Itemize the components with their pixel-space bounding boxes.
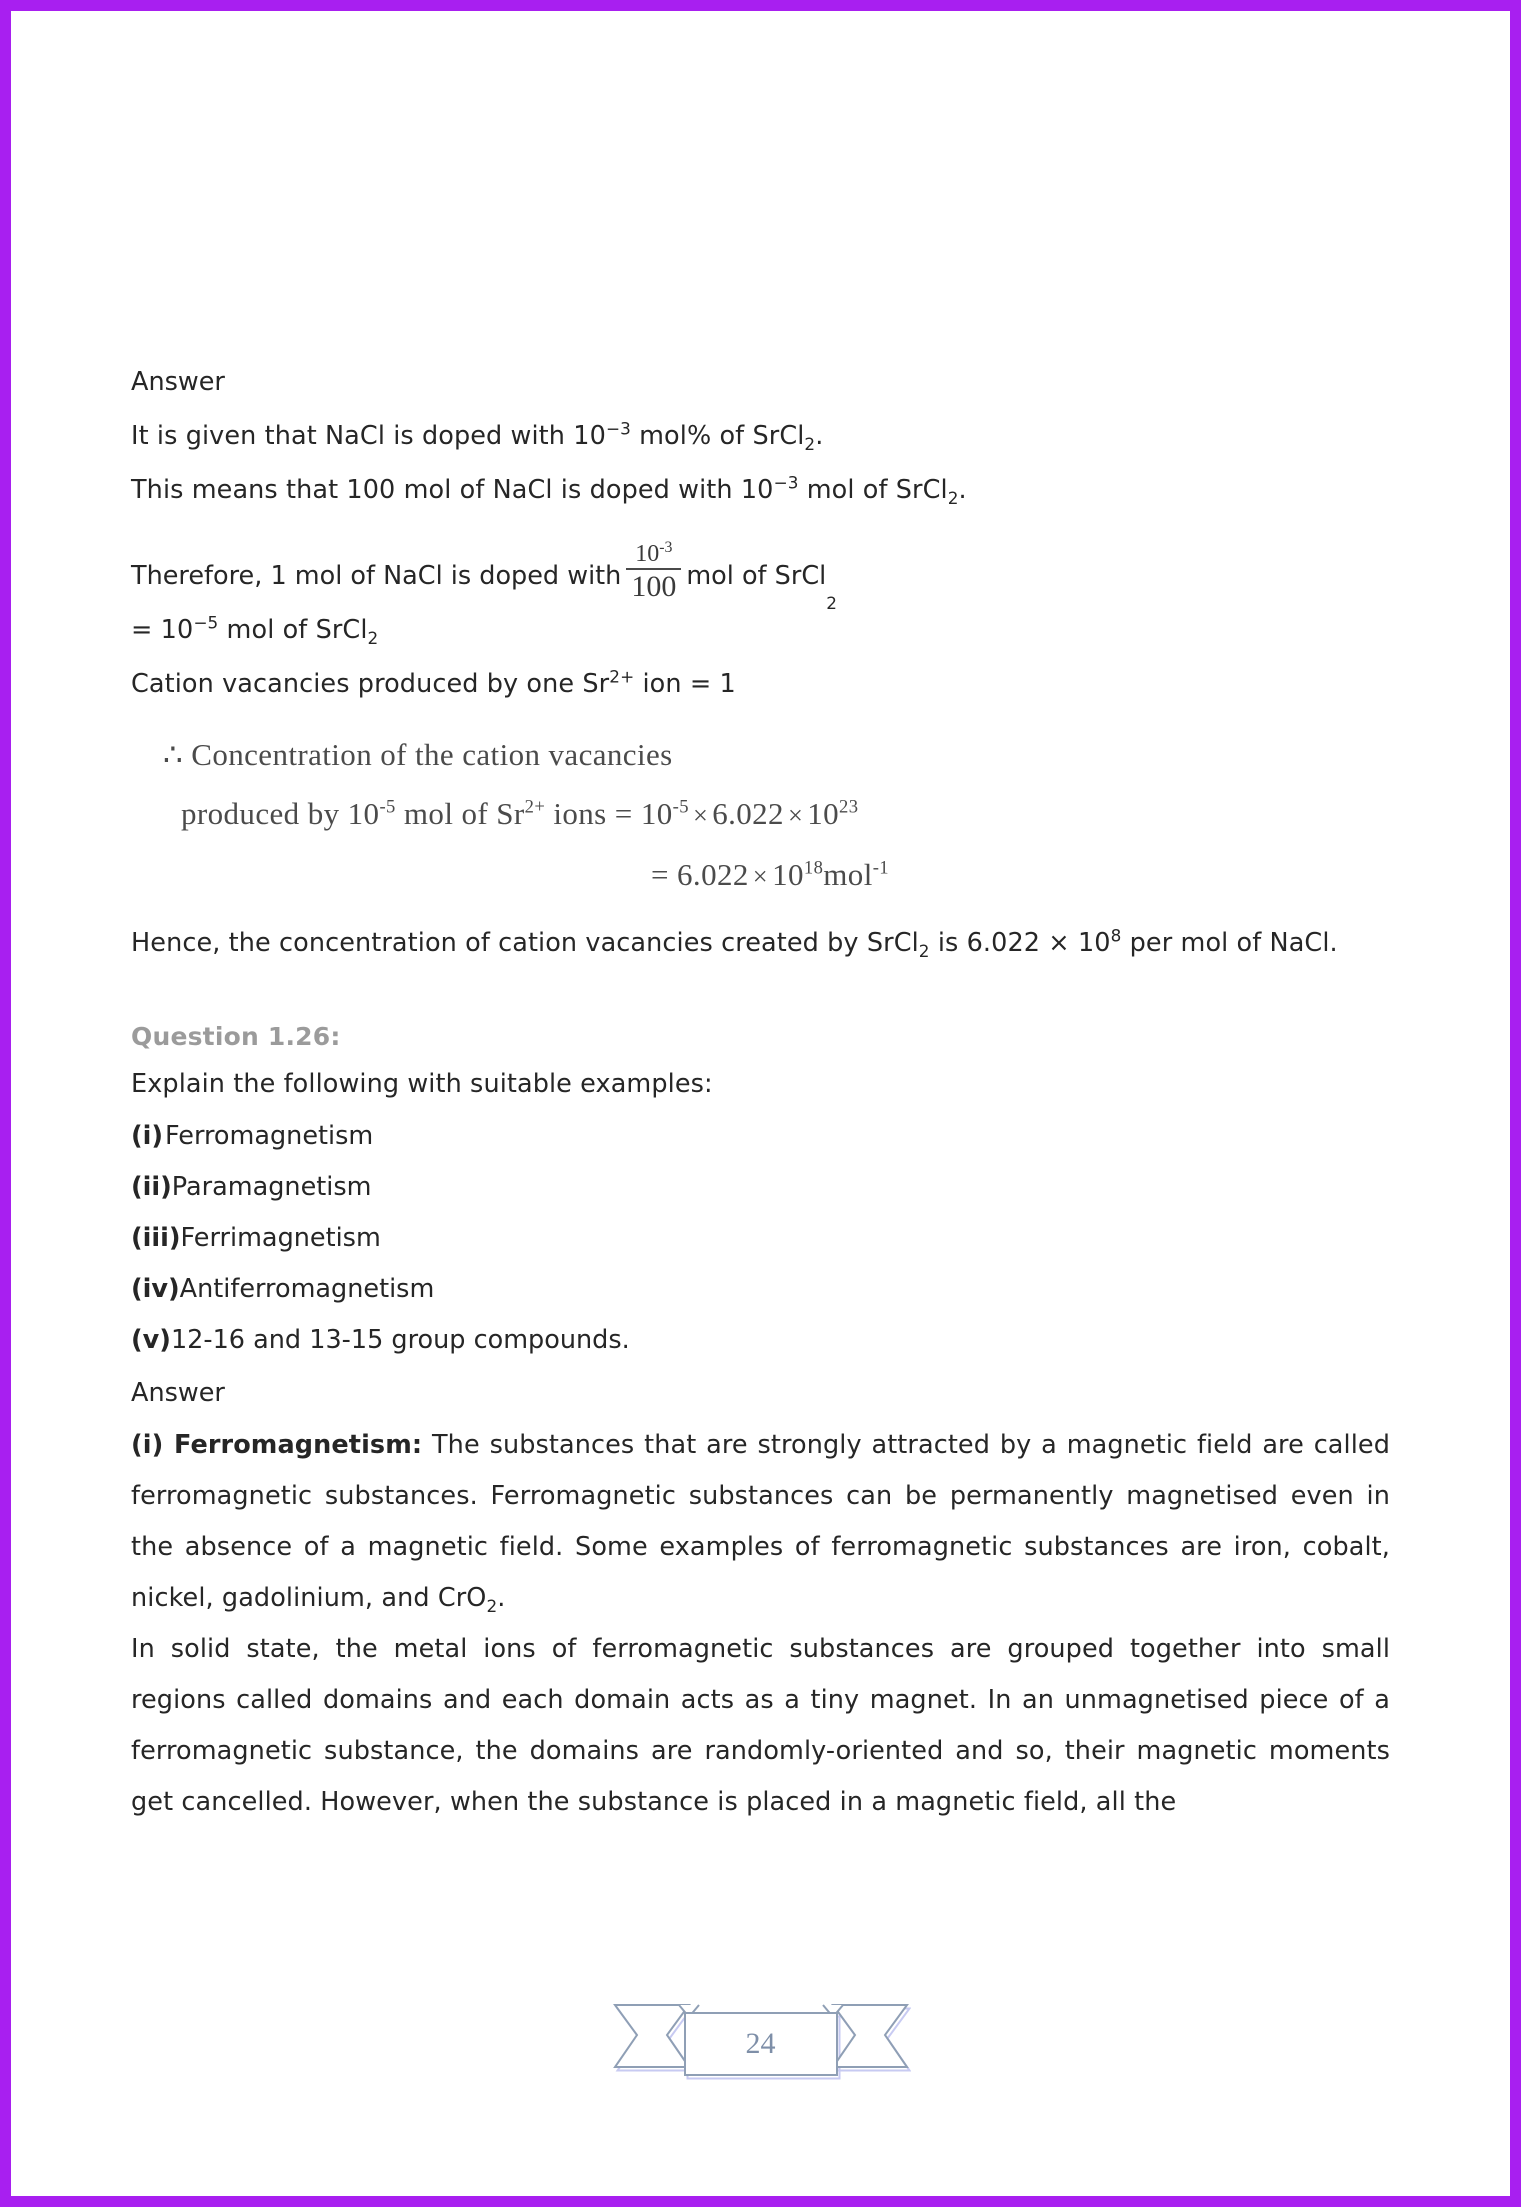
list-item-i-label: Ferromagnetism <box>165 1121 374 1151</box>
math-result-c: mol <box>823 857 873 892</box>
fraction-numerator <box>626 541 681 567</box>
fraction-denominator: 100 <box>631 570 677 603</box>
ferromagnetism-body-b: . <box>497 1583 506 1613</box>
list-item-iv <box>131 1264 1390 1315</box>
answer-line-equals-mid: mol of SrCl <box>218 615 368 645</box>
list-item-iv-mark: (iv) <box>131 1274 180 1304</box>
answer-line-given-sup: −3 <box>605 418 631 439</box>
answer-line-cation-post: ion = 1 <box>634 669 736 699</box>
hence-part-2: is 6.022 × 10 <box>929 928 1111 958</box>
answer-line-equals <box>131 603 1390 657</box>
answer-line-means-mid: mol of SrCl <box>798 475 948 505</box>
math-result-a: = 6.022 <box>651 857 749 892</box>
question-prompt: Explain the following with suitable examples: <box>131 1069 713 1099</box>
math-produced-b-sup: 2+ <box>524 796 546 818</box>
math-row-produced-by <box>131 784 1390 845</box>
hence-part-1: Hence, the concentration of cation vacancies created by SrCl <box>131 928 919 958</box>
answer-line-given-pre: It is given that NaCl is doped with 10 <box>131 421 606 451</box>
math-produced-a-sup: -5 <box>379 796 396 818</box>
math-row-concentration: ∴ Concentration of the cation vacancies <box>163 737 673 772</box>
math-derivation-block <box>131 725 1390 906</box>
math-produced-e-sup: 23 <box>839 796 859 818</box>
list-item-iv-label: Antiferromagnetism <box>179 1274 435 1304</box>
answer-line-means-pre: This means that 100 mol of NaCl is doped with 10 <box>131 475 774 505</box>
math-times-2: × <box>787 801 804 830</box>
list-item-v-label: 12-16 and 13-15 group compounds. <box>170 1325 630 1355</box>
hence-sub-1: 2 <box>918 941 930 962</box>
answer-line-cation-vacancies <box>131 657 1390 711</box>
page-number-ribbon <box>611 1983 911 2093</box>
math-produced-a: produced by 10 <box>181 796 380 831</box>
math-times-1: × <box>692 801 709 830</box>
math-produced-c: ions = 10 <box>545 796 673 831</box>
list-item-ii <box>131 1162 1390 1213</box>
answer-line-means-sup: −3 <box>773 472 799 493</box>
math-produced-d: 6.022 <box>712 796 784 831</box>
answer-line-means-post: . <box>958 475 967 505</box>
list-item-ii-mark: (ii) <box>131 1172 172 1202</box>
answer-label-2: Answer <box>131 1378 225 1408</box>
list-item-iii-label: Ferrimagnetism <box>180 1223 381 1253</box>
answer-line-therefore: Therefore, 1 mol of NaCl is doped with $\frac{10^{-3}}{100}$ mol of SrCl 2 <box>131 539 837 613</box>
answer-line-given-sub: 2 <box>804 434 816 455</box>
hence-part-3: per mol of NaCl. <box>1121 928 1338 958</box>
document-content <box>131 355 1390 1828</box>
ferromagnetism-cro2-sub: 2 <box>486 1596 498 1617</box>
fraction-numerator-exponent: -3 <box>659 539 673 556</box>
list-item-i <box>131 1111 1390 1162</box>
hence-sup-1: 8 <box>1110 925 1122 946</box>
answer-line-given <box>131 409 1390 463</box>
ferromagnetism-body-a: The substances that are strongly attracted by a magnetic field are called ferromagnetic substances. Ferromagnetic substances can be permanently magnetised even in the absence of a magnetic field. Some examples of ferromagnetic substances are iron, cobalt, nickel, gadolinium, and CrO <box>131 1430 1390 1613</box>
question-heading: Question 1.26: <box>131 1022 341 1051</box>
spacer-after-math <box>131 906 1390 918</box>
ferromagnetism-paragraph <box>131 1420 1390 1624</box>
math-result-c-sup: -1 <box>872 857 890 879</box>
hence-paragraph <box>131 918 1390 969</box>
answer-line-means <box>131 463 1390 517</box>
math-row-result <box>131 845 1390 906</box>
math-produced-c-sup: -5 <box>672 796 689 818</box>
math-result-b-sup: 18 <box>803 857 824 879</box>
list-item-ii-label: Paramagnetism <box>171 1172 372 1202</box>
list-item-i-mark: (i) <box>131 1121 164 1151</box>
answer-line-equals-sub: 2 <box>367 628 379 649</box>
answer-line-given-post: . <box>815 421 824 451</box>
page-number-label: 24 <box>745 2027 776 2060</box>
ferromagnetism-lead-mark: (i) Ferromagnetism: <box>131 1430 423 1460</box>
fraction-numerator-base: 10 <box>635 541 660 567</box>
answer-line-means-sub: 2 <box>947 488 959 509</box>
list-item-iii <box>131 1213 1390 1264</box>
list-item-v <box>131 1315 1390 1366</box>
answer-line-cation-pre: Cation vacancies produced by one Sr <box>131 669 610 699</box>
list-item-v-mark: (v) <box>131 1325 171 1355</box>
math-result-b: 10 <box>772 857 804 892</box>
answer-line-equals-pre: = 10 <box>131 615 194 645</box>
math-result-times: × <box>752 862 769 891</box>
math-produced-b: mol of Sr <box>395 796 525 831</box>
answer-line-therefore-pre: Therefore, 1 mol of NaCl is doped with <box>131 561 622 591</box>
list-item-iii-mark: (iii) <box>131 1223 181 1253</box>
math-produced-e: 10 <box>807 796 840 831</box>
answer-line-cation-sup: 2+ <box>609 666 635 687</box>
answer-line-equals-sup: −5 <box>193 612 219 633</box>
fraction-ten-pow-minus-three-over-hundred <box>626 541 681 603</box>
domains-paragraph: In solid state, the metal ions of ferromagnetic substances are grouped together into small regions called domains and each domain acts as a tiny magnet. In an unmagnetised piece of a ferromagnetic substance, the domains are randomly-oriented and so, their magnetic moments get cancelled. However, when the substance is placed in a magnetic field, all the <box>131 1634 1390 1817</box>
answer-line-given-mid: mol% of SrCl <box>630 421 805 451</box>
answer-label-1: Answer <box>131 367 225 397</box>
answer-line-therefore-post: mol of SrCl <box>686 561 827 591</box>
